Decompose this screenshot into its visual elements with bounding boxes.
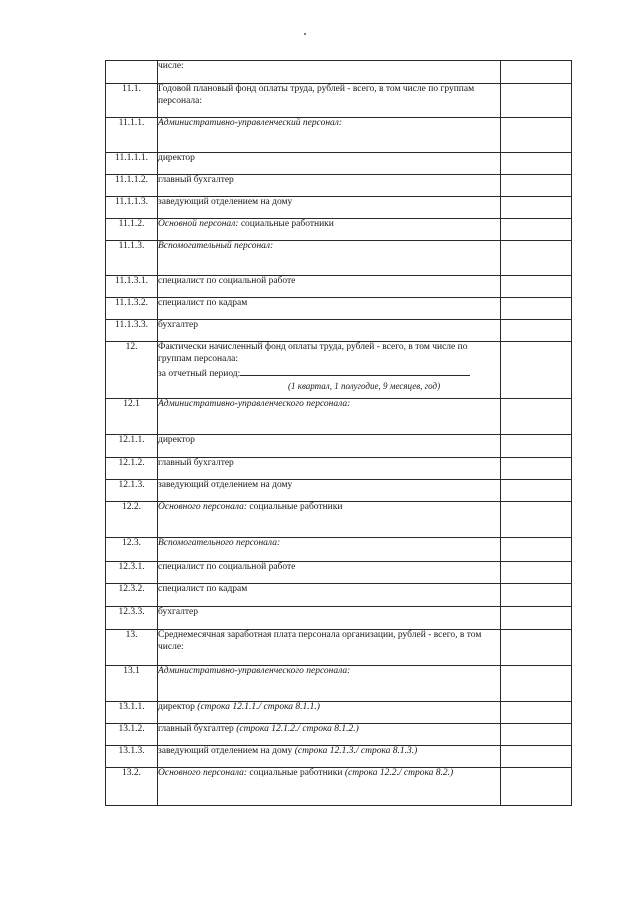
table-row bbox=[106, 458, 572, 480]
scan-speck bbox=[304, 33, 306, 35]
table-row bbox=[106, 153, 572, 175]
period-input-line bbox=[240, 366, 470, 376]
row-text: Годовой плановый фонд оплаты труда, рублей - всего, в том числе по группам персонала: bbox=[158, 84, 501, 118]
row-number bbox=[106, 61, 158, 84]
value-cell bbox=[501, 219, 572, 241]
row-text-plain: директор bbox=[158, 702, 195, 712]
value-cell bbox=[501, 502, 572, 538]
row-text-plain: социальные работники bbox=[238, 219, 334, 229]
value-cell bbox=[501, 584, 572, 607]
table-row bbox=[106, 276, 572, 298]
row-text-italic: Основного персонала: bbox=[158, 502, 248, 512]
row-text bbox=[158, 502, 501, 538]
table-row bbox=[106, 320, 572, 342]
row-text: заведующий отделением на дому bbox=[158, 480, 501, 502]
value-cell bbox=[501, 320, 572, 342]
row-text: Административно-управленческий персонал: bbox=[158, 118, 501, 153]
table-row bbox=[106, 584, 572, 607]
table-row bbox=[106, 84, 572, 118]
row-text: главный бухгалтер bbox=[158, 458, 501, 480]
table-row bbox=[106, 702, 572, 724]
value-cell bbox=[501, 607, 572, 630]
value-cell bbox=[501, 538, 572, 562]
row-number: 12.3.1. bbox=[106, 562, 158, 584]
value-cell bbox=[501, 746, 572, 768]
row-number: 12.1.3. bbox=[106, 480, 158, 502]
value-cell bbox=[501, 342, 572, 399]
row-number: 13. bbox=[106, 630, 158, 666]
row-text bbox=[158, 724, 501, 746]
row-number: 11.1.3.1. bbox=[106, 276, 158, 298]
row-text-italic: Основного персонала: bbox=[158, 768, 248, 778]
table-row bbox=[106, 768, 572, 806]
table-row bbox=[106, 61, 572, 84]
row-number: 12. bbox=[106, 342, 158, 399]
period-hint: (1 квартал, 1 полугодие, 9 месяцев, год) bbox=[288, 380, 441, 391]
table-row bbox=[106, 342, 572, 399]
value-cell bbox=[501, 118, 572, 153]
row-formula: (строка 12.2./ строка 8.2.) bbox=[342, 768, 454, 778]
value-cell bbox=[501, 241, 572, 276]
row-number: 13.1.3. bbox=[106, 746, 158, 768]
row-text bbox=[158, 746, 501, 768]
row-text: главный бухгалтер bbox=[158, 175, 501, 197]
row-text bbox=[158, 219, 501, 241]
row-text-block bbox=[158, 342, 501, 399]
table-row bbox=[106, 666, 572, 702]
row-text: Среднемесячная заработная плата персонала организации, рублей - всего, в том числе: bbox=[158, 630, 501, 666]
row-text: специалист по кадрам bbox=[158, 298, 501, 320]
value-cell bbox=[501, 702, 572, 724]
table-row bbox=[106, 480, 572, 502]
row-text: специалист по социальной работе bbox=[158, 562, 501, 584]
row-text: Вспомогательного персонала: bbox=[158, 538, 501, 562]
row-text: Вспомогательный персонал: bbox=[158, 241, 501, 276]
table-row bbox=[106, 746, 572, 768]
row-number: 12.3. bbox=[106, 538, 158, 562]
value-cell bbox=[501, 399, 572, 435]
row-number: 11.1.3. bbox=[106, 241, 158, 276]
row-number: 12.2. bbox=[106, 502, 158, 538]
row-number: 11.1. bbox=[106, 84, 158, 118]
table-row bbox=[106, 197, 572, 219]
row-number: 13.2. bbox=[106, 768, 158, 806]
row-text: бухгалтер bbox=[158, 607, 501, 630]
value-cell bbox=[501, 175, 572, 197]
row-number: 12.1 bbox=[106, 399, 158, 435]
table-row bbox=[106, 630, 572, 666]
table-row bbox=[106, 562, 572, 584]
row-number: 11.1.1.1. bbox=[106, 153, 158, 175]
period-row bbox=[158, 369, 470, 379]
row-number: 11.1.1. bbox=[106, 118, 158, 153]
table-row bbox=[106, 724, 572, 746]
value-cell bbox=[501, 153, 572, 175]
value-cell bbox=[501, 768, 572, 806]
row-number: 12.1.1. bbox=[106, 435, 158, 458]
table-row bbox=[106, 607, 572, 630]
row-number: 13.1.1. bbox=[106, 702, 158, 724]
row-number: 12.1.2. bbox=[106, 458, 158, 480]
row-number: 11.1.1.2. bbox=[106, 175, 158, 197]
row-number: 11.1.2. bbox=[106, 219, 158, 241]
row-text: заведующий отделением на дому bbox=[158, 197, 501, 219]
row-number: 12.3.3. bbox=[106, 607, 158, 630]
value-cell bbox=[501, 435, 572, 458]
table-row bbox=[106, 219, 572, 241]
row-text: директор bbox=[158, 435, 501, 458]
table-row bbox=[106, 298, 572, 320]
row-formula: (строка 12.1.3./ строка 8.1.3.) bbox=[292, 746, 418, 756]
row-text-plain: главный бухгалтер bbox=[158, 724, 234, 734]
row-number: 11.1.3.3. bbox=[106, 320, 158, 342]
row-text bbox=[158, 768, 501, 806]
row-text: бухгалтер bbox=[158, 320, 501, 342]
row-number: 13.1 bbox=[106, 666, 158, 702]
value-cell bbox=[501, 276, 572, 298]
value-cell bbox=[501, 562, 572, 584]
row-text-plain: заведующий отделением на дому bbox=[158, 746, 293, 756]
value-cell bbox=[501, 61, 572, 84]
report-table bbox=[105, 60, 572, 806]
row-number: 11.1.1.3. bbox=[106, 197, 158, 219]
row-number: 13.1.2. bbox=[106, 724, 158, 746]
value-cell bbox=[501, 84, 572, 118]
row-text: Административно-управленческого персонала: bbox=[158, 399, 501, 435]
row-number: 11.1.3.2. bbox=[106, 298, 158, 320]
value-cell bbox=[501, 458, 572, 480]
value-cell bbox=[501, 630, 572, 666]
value-cell bbox=[501, 724, 572, 746]
row-text: числе: bbox=[158, 61, 501, 84]
row-text: Фактически начисленный фонд оплаты труда, рублей - всего, в том числе по группам персонала: bbox=[158, 342, 468, 364]
table-row bbox=[106, 435, 572, 458]
row-text: Административно-управленческого персонала: bbox=[158, 666, 501, 702]
row-text: специалист по социальной работе bbox=[158, 276, 501, 298]
row-formula: (строка 12.1.1./ строка 8.1.1.) bbox=[194, 702, 320, 712]
table-row bbox=[106, 175, 572, 197]
row-text bbox=[158, 702, 501, 724]
value-cell bbox=[501, 197, 572, 219]
table-row bbox=[106, 399, 572, 435]
row-text-plain: социальные работники bbox=[247, 768, 343, 778]
table-row bbox=[106, 241, 572, 276]
table-row bbox=[106, 538, 572, 562]
row-text: специалист по кадрам bbox=[158, 584, 501, 607]
table-row bbox=[106, 118, 572, 153]
value-cell bbox=[501, 298, 572, 320]
value-cell bbox=[501, 480, 572, 502]
row-text-italic: Основной персонал: bbox=[158, 219, 239, 229]
value-cell bbox=[501, 666, 572, 702]
table-row bbox=[106, 502, 572, 538]
row-text-plain: социальные работники bbox=[247, 502, 343, 512]
row-text: директор bbox=[158, 153, 501, 175]
row-formula: (строка 12.1.2./ строка 8.1.2.) bbox=[233, 724, 359, 734]
period-label: за отчетный период: bbox=[158, 368, 241, 379]
row-number: 12.3.2. bbox=[106, 584, 158, 607]
